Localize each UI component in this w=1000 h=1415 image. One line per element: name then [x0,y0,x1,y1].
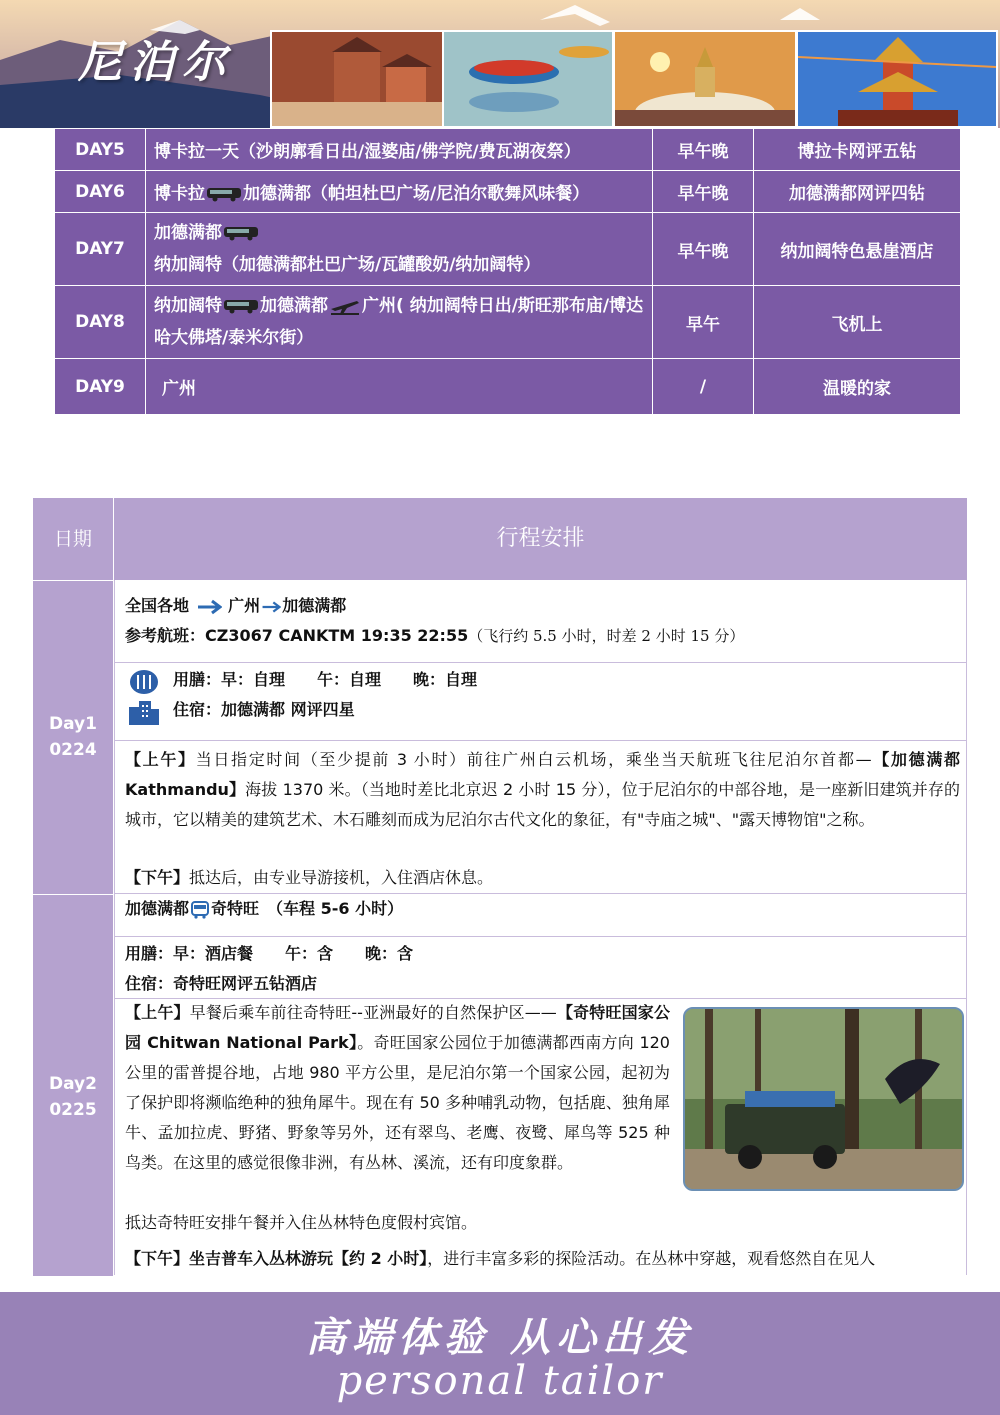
day-date: 0224 [49,740,97,760]
footer-slogan: 高端体验 从心出发 [306,1314,694,1361]
morning-tag: 【上午】 [125,1003,190,1022]
day1-route-block [114,580,967,663]
route-destination: 加德满都（帕坦杜巴广场/尼泊尔歌舞风味餐） [243,184,590,204]
bus-icon [190,901,210,919]
day1-afternoon-paragraph [125,863,960,893]
summary-row [55,213,961,286]
summary-route: 广州 [146,359,653,415]
route-stop: 广州 [228,596,261,615]
jungle-jeep-photo [683,1007,964,1191]
highlight-destination: 【加德满都 Kathmandu】 [125,750,960,799]
summary-meals: 早午晚 [653,171,754,213]
summary-row [55,129,961,171]
day1-morning-paragraph [125,745,960,835]
route-destination: 纳加阔特（加德满都杜巴广场/瓦罐酸奶/纳加阔特） [154,255,541,275]
airplane-icon [261,598,281,616]
morning-tag: 【上午】 [125,750,196,769]
summary-meals: 早午 [653,286,754,359]
header-banner [0,0,1000,128]
boat-lake-photo [442,30,614,128]
summary-route [146,213,653,286]
afternoon-tag: 【下午】坐吉普车入丛林游玩【约 2 小时】 [125,1249,428,1268]
page-title: 尼泊尔 [78,37,234,88]
stupa-sunset-photo [613,30,797,128]
summary-hotel: 飞机上 [754,286,961,359]
flight-label: 参考航班： [125,626,206,645]
route-origin: 加德满都 [154,223,222,243]
itinerary-summary-table [54,128,961,415]
summary-row [55,286,961,359]
day1-flight-line [125,621,744,651]
summary-meals: / [653,359,754,415]
airplane-icon [329,297,361,315]
flight-number: CZ3067 CANKTM 19:35 22:55 [205,626,469,645]
day1-meals-block [114,663,967,741]
temple-square-photo [270,30,444,128]
flight-note: （飞行约 5.5 小时，时差 2 小时 15 分） [468,627,745,645]
dining-icon [129,669,159,695]
day2-hotel: 住宿：奇特旺网评五钻酒店 [125,974,318,993]
day-label: Day2 [49,1074,97,1094]
morning-text-cont: 海拔 1370 米。（当地时差比北京迟 2 小时 15 分），位于尼泊尔的中部谷地，是一座新旧建筑并存的城市，它以精美的建筑艺术、木石雕刻而成为尼泊尔古代文化的象征，有"寺庙之城"、"露天博物馆"之称。 [125,780,960,829]
day2-morning-paragraph [125,998,670,1178]
day2-route-line [125,894,403,924]
day-date: 0225 [49,1100,97,1120]
column-header-plan: 行程安排 [496,526,585,551]
summary-day: DAY9 [55,359,146,415]
summary-route [146,171,653,213]
afternoon-text: ，进行丰富多彩的探险活动。在丛林中穿越，观看悠然自在见人 [427,1249,876,1268]
summary-day: DAY8 [55,286,146,359]
highlight-destination: 【奇特旺国家公园 Chitwan National Park】 [125,1003,670,1052]
bus-icon [206,186,242,202]
morning-text-cont: 。奇旺国家公园位于加德满都西南方向 120 公里的雷普提谷地，占地 980 平方公里，是尼泊尔第一个国家公园，起初为了保护即将濒临绝种的独角犀牛。现在有 50 多种哺乳动物，包括鹿、独角犀牛、孟加拉虎、野猪、野象等另外，还有翠鸟、老鹰、夜鹭、犀鸟等 525 种鸟类。在这里的感觉很像非洲，有丛林、溪流，还有印度象群。 [125,1033,670,1172]
summary-row [55,171,961,213]
summary-hotel: 加德满都网评四钻 [754,171,961,213]
day2-date-cell [33,894,113,1276]
footer-subtitle: personal tailor [336,1358,664,1404]
pagoda-photo [796,30,998,128]
route-origin: 加德满都 [125,899,190,918]
morning-text: 当日指定时间（至少提前 3 小时）前往广州白云机场，乘坐当天航班飞往尼泊尔首都— [195,750,872,769]
airplane-icon [196,598,222,616]
day1-description-block [114,741,967,894]
summary-route: 博卡拉一天（沙朗廓看日出/湿婆庙/佛学院/费瓦湖夜祭） [146,129,653,171]
summary-route [146,286,653,359]
footer-banner [0,1292,1000,1415]
morning-text: 早餐后乘车前往奇特旺--亚洲最好的自然保护区—— [189,1003,557,1022]
route-origin: 博卡拉 [154,184,205,204]
day2-route-block [114,894,967,937]
day2-meals: 用膳：早：酒店餐 午：含 晚：含 [125,944,414,963]
bus-icon [223,225,259,241]
bus-icon [223,298,259,314]
day1-meals: 用膳：早：自理 午：自理 晚：自理 [173,670,478,689]
summary-day: DAY7 [55,213,146,286]
afternoon-text: 抵达后，由专业导游接机，入住酒店休息。 [189,868,494,887]
day-label: Day1 [49,714,97,734]
route-destination: 广州( 纳加阔特日出/斯旺那布庙/博达哈大佛塔/泰米尔街） [154,296,644,348]
afternoon-tag: 【下午】 [125,868,190,887]
summary-hotel: 博拉卡网评五钻 [754,129,961,171]
day1-route-line [125,591,346,621]
day1-date-cell [33,580,113,895]
hotel-icon [127,699,161,725]
column-header-date: 日期 [33,498,114,580]
detail-header-row [33,498,967,580]
summary-meals: 早午晚 [653,213,754,286]
day2-meals-block [114,937,967,999]
summary-meals: 早午晚 [653,129,754,171]
summary-row [55,359,961,415]
route-origin: 纳加阔特 [154,296,222,316]
route-stop: 加德满都 [260,296,328,316]
summary-day: DAY5 [55,129,146,171]
day2-lunch-line: 抵达奇特旺安排午餐并入住丛林特色度假村宾馆。 [125,1213,478,1232]
summary-hotel: 纳加阔特色悬崖酒店 [754,213,961,286]
summary-hotel: 温暖的家 [754,359,961,415]
route-origin: 全国各地 [125,596,190,615]
route-destination: 加德满都 [282,596,347,615]
day1-hotel: 住宿：加德满都 网评四星 [173,700,355,719]
day2-afternoon-paragraph [125,1244,960,1274]
summary-day: DAY6 [55,171,146,213]
route-destination: 奇特旺 （车程 5-6 小时） [211,899,404,918]
